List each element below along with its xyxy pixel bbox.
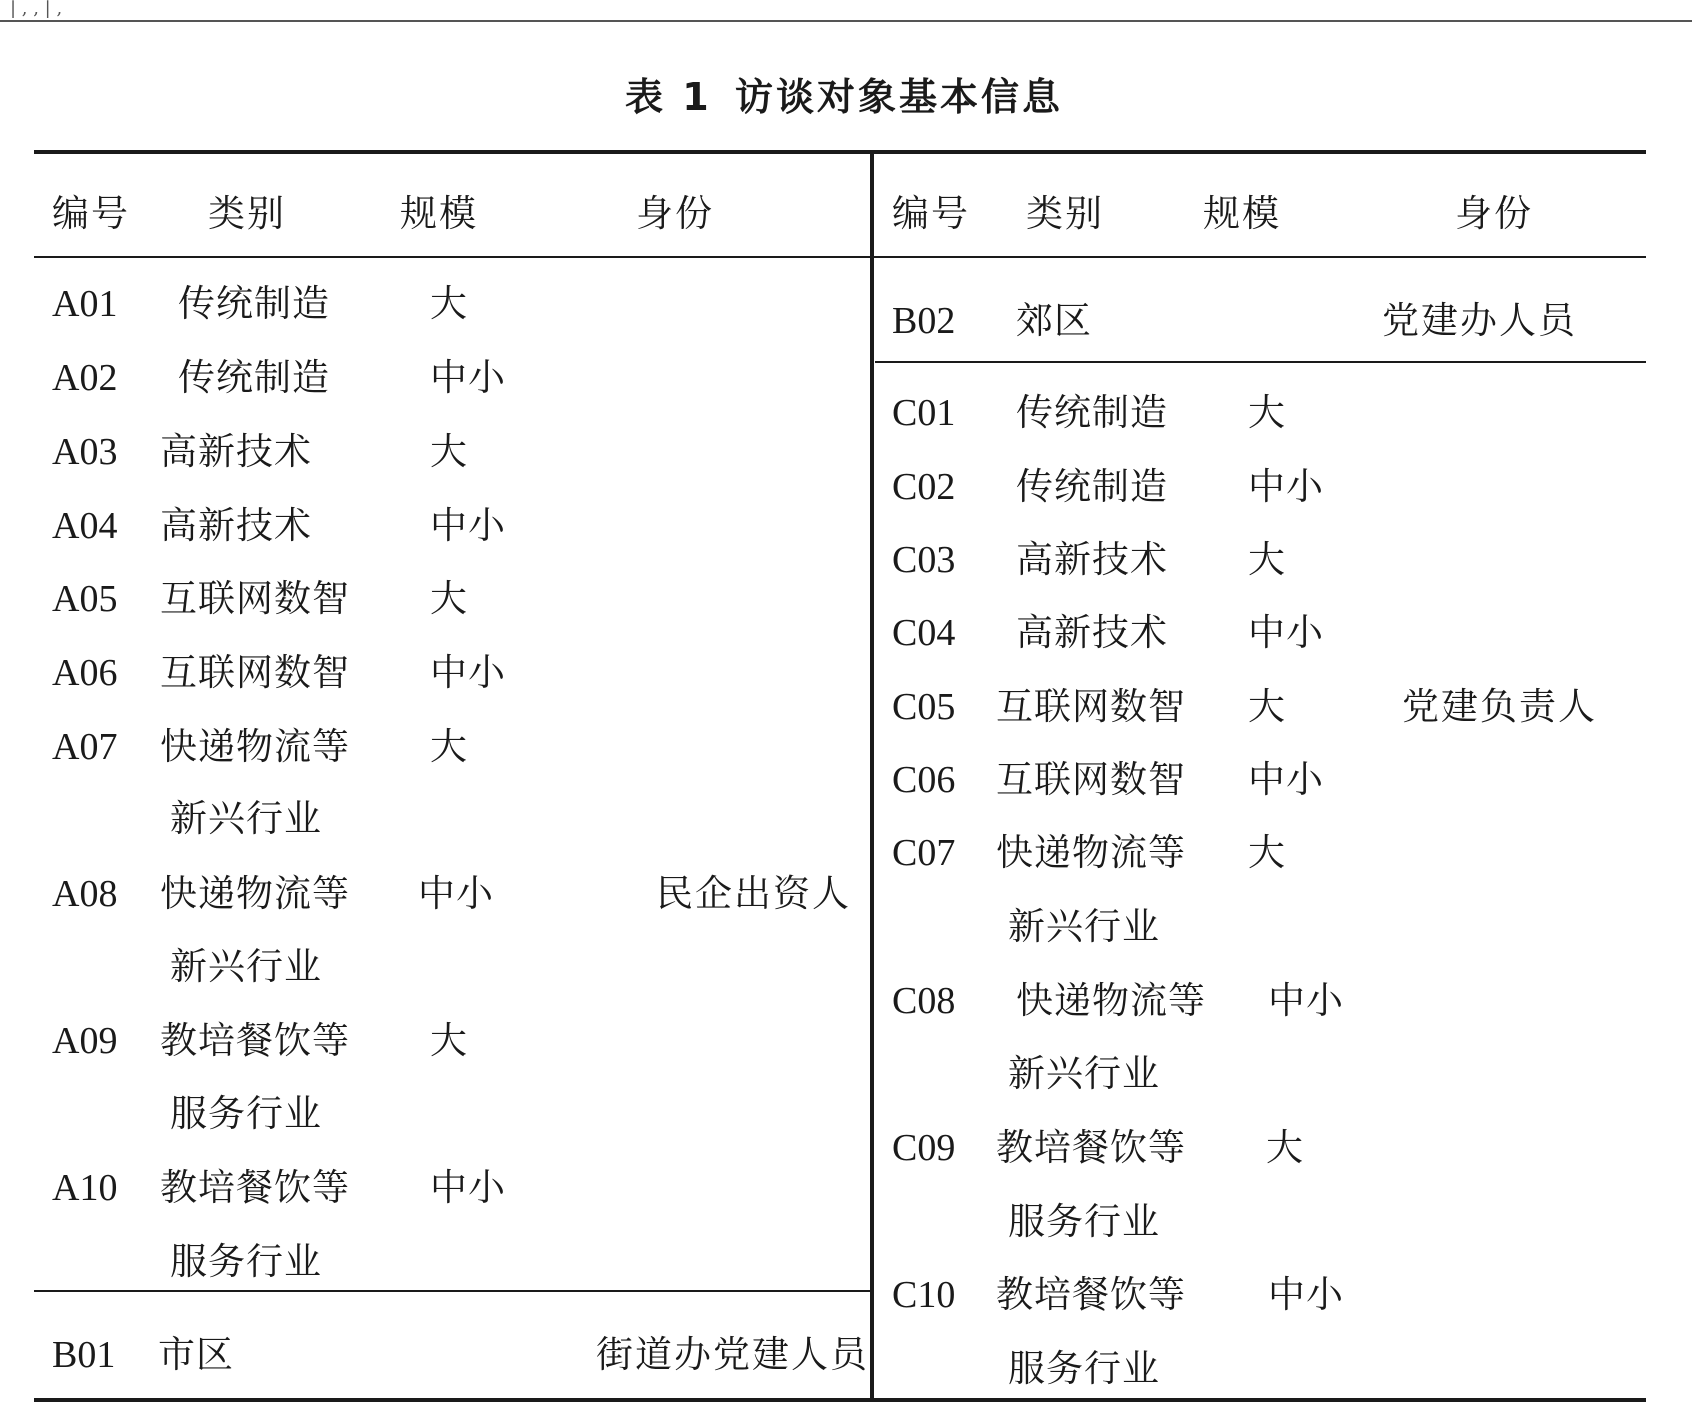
left-row-size: 大 (430, 1019, 468, 1062)
right-group-role: 党建负责人 (1402, 685, 1597, 728)
right-row-id: C05 (892, 686, 956, 728)
right-row-size: 大 (1266, 1126, 1304, 1169)
right-row-size: 大 (1248, 685, 1286, 728)
right-row-size: 中小 (1268, 1273, 1344, 1316)
left-row-size: 大 (430, 430, 468, 473)
right-row-category: 教培餐饮等 (996, 1126, 1186, 1169)
left-row-category: 教培餐饮等 (160, 1166, 350, 1209)
left-row-category: 教培餐饮等 (160, 1019, 350, 1062)
left-row-category: 高新技术 (160, 504, 312, 547)
right-row-category: 高新技术 (1016, 538, 1168, 581)
left-row-size: 中小 (418, 872, 494, 915)
left-row-category: 互联网数智 (160, 577, 350, 620)
left-row-size: 大 (430, 725, 468, 768)
table-label: 表 1 (625, 75, 712, 119)
right-row-id: C07 (892, 832, 956, 874)
table-top-rule (34, 150, 1646, 154)
right-row-size: 大 (1248, 831, 1286, 874)
left-row-id: A01 (52, 283, 118, 325)
right-row-id: C06 (892, 759, 956, 801)
right-row-category-cont: 服务行业 (1008, 1347, 1160, 1390)
right-row-category: 传统制造 (1016, 465, 1168, 508)
right-row-category: 快递物流等 (996, 831, 1186, 874)
left-row-id: A10 (52, 1167, 118, 1209)
table-bottom-rule (34, 1398, 1646, 1402)
b01-category: 市区 (158, 1333, 234, 1376)
left-row-category-cont: 服务行业 (170, 1240, 322, 1283)
right-row-id: C10 (892, 1274, 956, 1316)
right-row-category-cont: 服务行业 (1008, 1200, 1160, 1243)
left-row-id: A05 (52, 578, 118, 620)
right-row-category: 传统制造 (1016, 391, 1168, 434)
left-row-category: 高新技术 (160, 430, 312, 473)
header-bottom-rule (34, 256, 1646, 258)
right-row-size: 中小 (1248, 758, 1324, 801)
right-row-id: C04 (892, 612, 956, 654)
left-row-category-cont: 新兴行业 (170, 945, 322, 988)
b02-id: B02 (892, 300, 956, 342)
right-header-size: 规模 (1203, 192, 1281, 235)
right-b-section-rule (875, 361, 1646, 363)
right-row-category: 互联网数智 (996, 758, 1186, 801)
left-row-id: A02 (52, 357, 118, 399)
top-border-line (0, 20, 1692, 22)
left-row-category: 互联网数智 (160, 651, 350, 694)
top-strip-text: | , , | , (10, 0, 63, 19)
left-b-section-rule (34, 1290, 872, 1292)
left-row-category-cont: 服务行业 (170, 1092, 322, 1135)
left-row-size: 中小 (430, 651, 506, 694)
column-divider (870, 152, 874, 1400)
right-row-category-cont: 新兴行业 (1008, 905, 1160, 948)
left-group-role: 民企出资人 (656, 872, 851, 915)
right-row-id: C09 (892, 1127, 956, 1169)
right-row-id: C08 (892, 980, 956, 1022)
right-header-role: 身份 (1455, 192, 1533, 235)
left-row-size: 大 (430, 577, 468, 620)
b02-category: 郊区 (1016, 299, 1092, 342)
left-row-id: A03 (52, 431, 118, 473)
right-row-size: 大 (1248, 538, 1286, 581)
left-row-size: 中小 (430, 504, 506, 547)
left-row-size: 中小 (430, 1166, 506, 1209)
left-row-category: 快递物流等 (160, 725, 350, 768)
right-row-id: C02 (892, 466, 956, 508)
right-header-category: 类别 (1026, 192, 1104, 235)
b02-role: 党建办人员 (1382, 299, 1577, 342)
right-row-size: 大 (1248, 391, 1286, 434)
right-row-id: C03 (892, 539, 956, 581)
left-row-category: 传统制造 (178, 356, 330, 399)
left-header-id: 编号 (52, 192, 130, 235)
left-header-role: 身份 (636, 192, 714, 235)
right-row-id: C01 (892, 392, 956, 434)
right-row-category: 互联网数智 (996, 685, 1186, 728)
table-caption: 访谈对象基本信息 (735, 75, 1064, 119)
left-row-category: 快递物流等 (160, 872, 350, 915)
b01-id: B01 (52, 1334, 116, 1376)
left-row-id: A09 (52, 1020, 118, 1062)
left-row-id: A06 (52, 652, 118, 694)
left-row-id: A08 (52, 873, 118, 915)
left-row-id: A07 (52, 726, 118, 768)
left-row-size: 大 (430, 282, 468, 325)
left-row-category: 传统制造 (178, 282, 330, 325)
right-row-category: 教培餐饮等 (996, 1273, 1186, 1316)
left-row-size: 中小 (430, 356, 506, 399)
left-row-category-cont: 新兴行业 (170, 797, 322, 840)
right-row-size: 中小 (1248, 611, 1324, 654)
right-row-size: 中小 (1248, 465, 1324, 508)
b01-role: 街道办党建人员 (596, 1333, 869, 1376)
right-row-category-cont: 新兴行业 (1008, 1052, 1160, 1095)
left-header-category: 类别 (208, 192, 286, 235)
left-row-id: A04 (52, 505, 118, 547)
right-row-category: 高新技术 (1016, 611, 1168, 654)
left-header-size: 规模 (400, 192, 478, 235)
right-row-category: 快递物流等 (1016, 979, 1206, 1022)
right-row-size: 中小 (1268, 979, 1344, 1022)
right-header-id: 编号 (892, 192, 970, 235)
